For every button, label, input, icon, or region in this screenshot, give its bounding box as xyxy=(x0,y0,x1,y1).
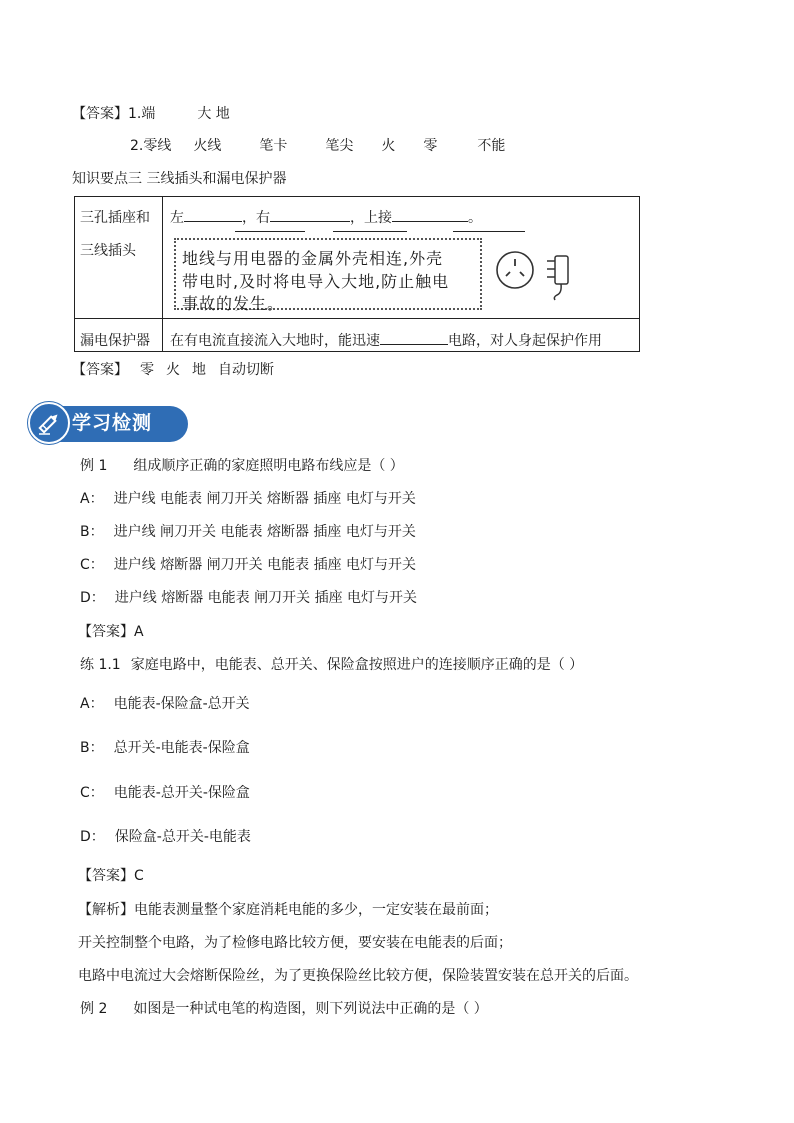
practice11-analysis-line: 电路中电流过大会熔断保险丝，为了更换保险丝比较方便，保险装置安装在总开关的后面。 xyxy=(78,968,638,984)
section-title: 学习检测 xyxy=(72,412,153,434)
answer1-line2-item: 不能 xyxy=(477,138,506,154)
practice11-label: 练 1.1 xyxy=(80,657,121,673)
answer1-line2-num: 2.零线 xyxy=(130,138,172,154)
answer1-line2-item: 火 xyxy=(381,138,396,154)
practice11-question: 练 1.1 家庭电路中，电能表、总开关、保险盒按照进户的连接顺序正确的是（ ） xyxy=(80,657,584,673)
answer1-line1 xyxy=(72,107,230,121)
answer2-label: 【答案】 xyxy=(72,362,128,378)
answer1-line2-item: 笔卡 xyxy=(259,138,288,154)
answer2-item: 火 xyxy=(166,362,180,378)
blank-right xyxy=(270,209,350,222)
note-line: 带电时,及时将电导入大地,防止触电 xyxy=(182,272,450,291)
example1-option-d: D： 进户线 熔断器 电能表 闸刀开关 插座 电灯与开关 xyxy=(80,590,418,606)
practice11-option-a: A： 电能表-保险盒-总开关 xyxy=(80,696,250,712)
blank-left xyxy=(184,209,242,222)
row1-fill-line: 左 ，右 ，上接 。 xyxy=(170,210,482,226)
answer2-item: 地 xyxy=(192,362,206,378)
three-pin-plug-icon xyxy=(547,256,568,300)
knowledge-point-3-title: 知识要点三 三线插头和漏电保护器 xyxy=(72,171,287,187)
practice11-answer: 【答案】C xyxy=(78,868,144,884)
practice11-option-d: D： 保险盒-总开关-电能表 xyxy=(80,829,251,845)
practice11-option-c: C： 电能表-总开关-保险盒 xyxy=(80,785,250,801)
answer1-item-1: 1.端 xyxy=(128,106,156,122)
practice11-analysis-line: 【解析】电能表测量整个家庭消耗电能的多少，一定安装在最前面； xyxy=(78,902,498,918)
socket-and-plug-illustration xyxy=(493,247,575,303)
blank-top xyxy=(392,209,468,222)
example1-option-a: A： 进户线 电能表 闸刀开关 熔断器 插座 电灯与开关 xyxy=(80,491,416,507)
example2-question: 例 2 如图是一种试电笔的构造图，则下列说法中正确的是（ ） xyxy=(80,1001,488,1017)
blank-row2 xyxy=(380,332,448,345)
answer2-line xyxy=(72,363,274,377)
example1-question: 例 1 组成顺序正确的家庭照明电路布线应是（ ） xyxy=(80,458,404,474)
example1-label: 例 1 xyxy=(80,458,108,474)
example1-answer: 【答案】A xyxy=(78,624,144,640)
note-box xyxy=(174,238,482,313)
example1-option-b: B： 进户线 闸刀开关 电能表 熔断器 插座 电灯与开关 xyxy=(80,524,416,540)
knowledge-table xyxy=(74,196,640,352)
row2-header: 漏电保护器 xyxy=(80,333,150,349)
example1-option-c: C： 进户线 熔断器 闸刀开关 电能表 插座 电灯与开关 xyxy=(80,557,417,573)
answer1-line2-item: 笔尖 xyxy=(325,138,354,154)
practice11-option-b: B： 总开关-电能表-保险盒 xyxy=(80,740,250,756)
answer1-line2-item: 零 xyxy=(423,138,438,154)
note-line: 地线与用电器的金属外壳相连,外壳 xyxy=(182,249,444,268)
section-banner xyxy=(28,402,188,444)
three-hole-socket-icon xyxy=(497,252,533,288)
practice11-analysis-line: 开关控制整个电路，为了检修电路比较方便，要安装在电能表的后面； xyxy=(78,935,512,951)
pencil-icon xyxy=(28,402,70,444)
answer2-item: 零 xyxy=(140,362,154,378)
row1-header-b: 三线插头 xyxy=(80,243,136,259)
row2-text: 在有电流直接流入大地时，能迅速 电路，对人身起保护作用 xyxy=(170,333,602,349)
note-line: 事故的发生。 xyxy=(182,294,285,313)
answer1-label: 【答案】 xyxy=(72,106,128,122)
row1-header-a: 三孔插座和 xyxy=(80,210,150,226)
answer1-line2 xyxy=(130,139,505,153)
answer1-line2-item: 火线 xyxy=(193,138,222,154)
answer1-item-2: 大 地 xyxy=(197,106,230,122)
answer2-item: 自动切断 xyxy=(218,362,274,378)
example2-label: 例 2 xyxy=(80,1001,108,1017)
